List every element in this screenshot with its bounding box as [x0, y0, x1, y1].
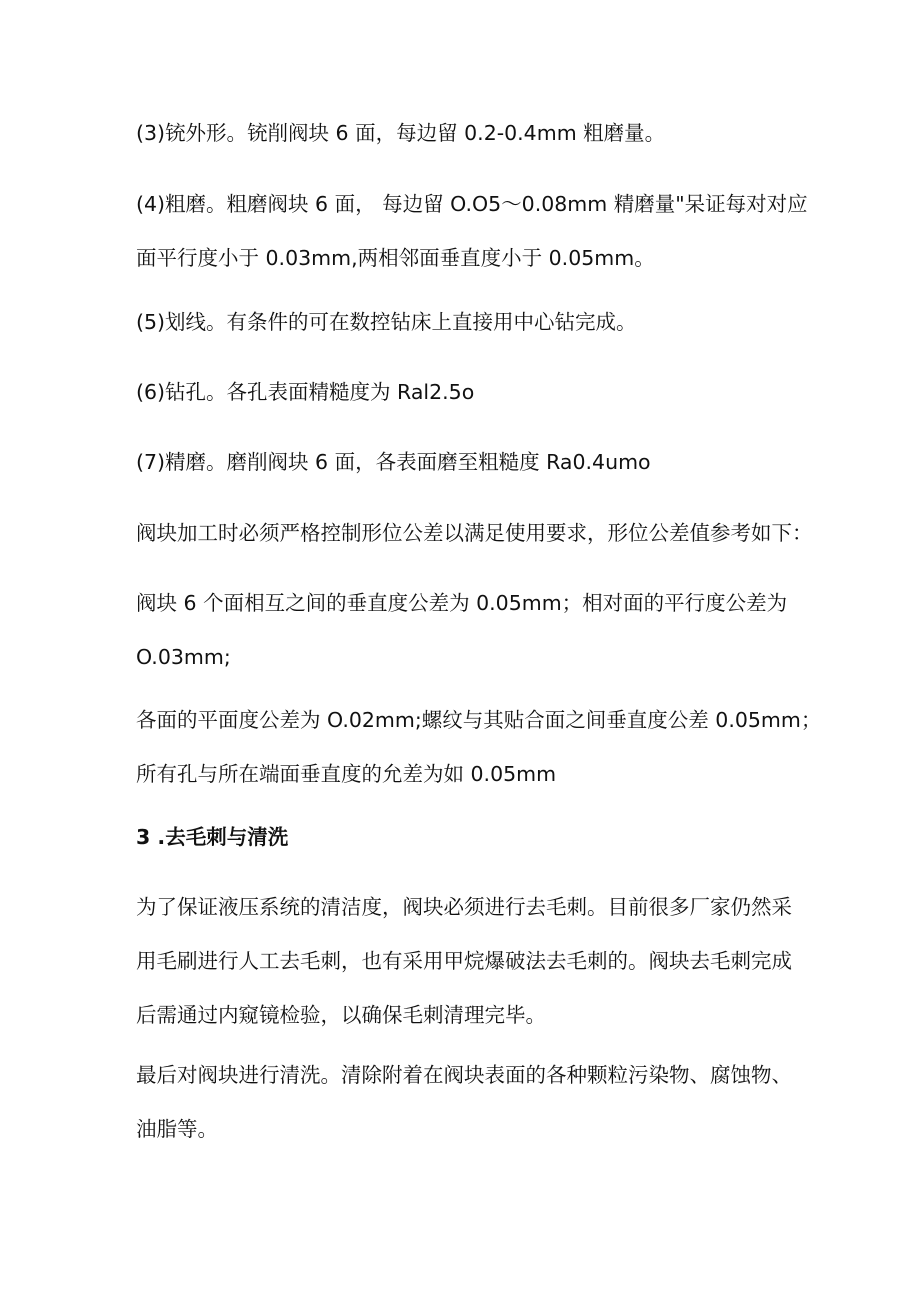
paragraph-perpendicularity: [136, 576, 796, 684]
paragraph-step-5: [136, 295, 796, 349]
text-line: (5)划线。有条件的可在数控钻床上直接用中心钻完成。: [136, 310, 637, 334]
text-line: 油脂等。: [136, 1117, 218, 1141]
heading-text: 3 .去毛刺与清洗: [136, 825, 289, 849]
paragraph-step-7: [136, 435, 796, 489]
text-line: (3)铳外形。铳削阀块 6 面，每边留 0.2-0.4mm 粗磨量。: [136, 121, 666, 145]
paragraph-step-4: [136, 177, 808, 285]
text-line: 为了保证液压系统的清洁度，阀块必须进行去毛刺。目前很多厂家仍然采: [136, 895, 792, 919]
text-line: 最后对阀块进行清洗。清除附着在阀块表面的各种颗粒污染物、腐蚀物、: [136, 1063, 792, 1087]
text-line: 阀块 6 个面相互之间的垂直度公差为 0.05mm；相对面的平行度公差为: [136, 591, 788, 615]
text-line: 各面的平面度公差为 O.02mm;螺纹与其贴合面之间垂直度公差 0.05mm；: [136, 708, 822, 732]
text-line: 用毛刷进行人工去毛刺，也有采用甲烷爆破法去毛刺的。阀块去毛刺完成: [136, 949, 792, 973]
text-line: 面平行度小于 0.03mm,两相邻面垂直度小于 0.05mm。: [136, 246, 655, 270]
text-line: (6)钻孔。各孔表面精糙度为 Ral2.5o: [136, 380, 475, 404]
text-line: 所有孔与所在端面垂直度的允差为如 0.05mm: [136, 762, 557, 786]
text-line: 阀块加工时必须严格控制形位公差以满足使用要求，形位公差值参考如下：: [136, 521, 813, 545]
paragraph-step-3: [136, 106, 796, 160]
paragraph-cleaning: [136, 1048, 796, 1156]
text-line: 后需通过内窥镜检验，以确保毛刺清理完毕。: [136, 1003, 546, 1027]
paragraph-deburring: [136, 880, 796, 1042]
paragraph-step-6: [136, 365, 796, 419]
text-line: (7)精磨。磨削阀块 6 面，各表面磨至粗糙度 Ra0.4umo: [136, 450, 651, 474]
text-line: (4)粗磨。粗磨阀块 6 面， 每边留 O.O5～0.08mm 精磨量"呆证每对对应: [136, 192, 808, 216]
paragraph-flatness: [136, 693, 822, 801]
paragraph-tolerance-intro: [136, 506, 813, 560]
text-line: O.03mm;: [136, 645, 231, 669]
section-heading: [136, 810, 796, 864]
